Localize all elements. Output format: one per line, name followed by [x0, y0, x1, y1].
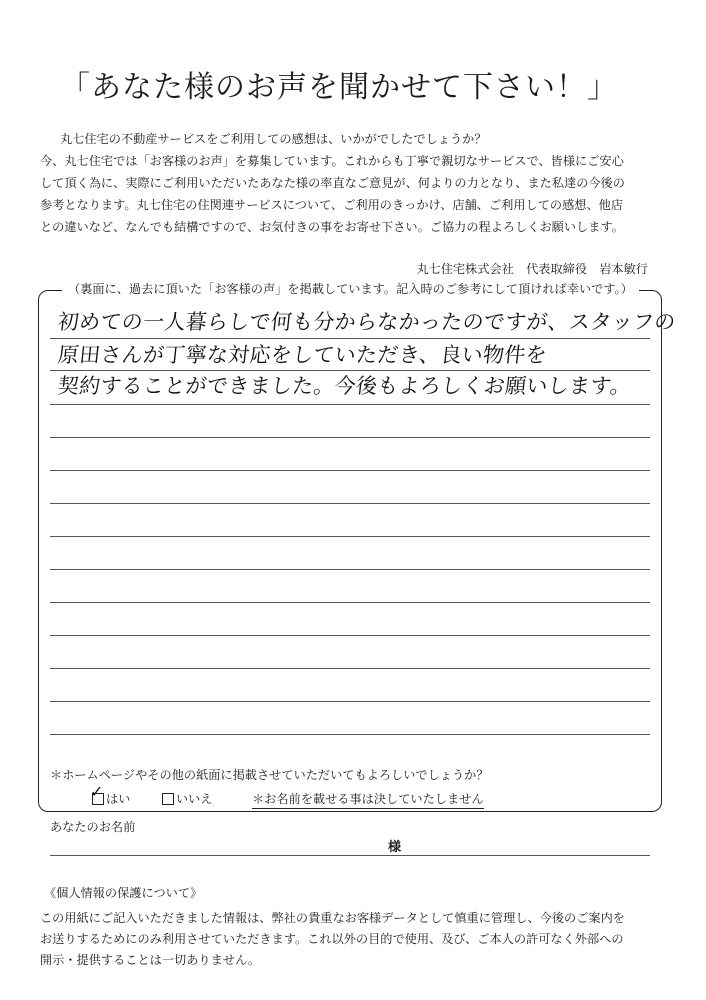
intro-line: 丸七住宅の不動産サービスをご利用しての感想は、いかがでしたでしょうか？ [60, 132, 487, 146]
no-checkbox[interactable] [162, 793, 174, 805]
handwritten-line: 初めての一人暮らしで何も分からなかったのですが、スタッフの [56, 310, 677, 334]
privacy-line: この用紙にご記入いただきました情報は、弊社の貴重なお客様データとして慎重に管理し、今後のご案内を [40, 911, 625, 925]
privacy-title: 《個人情報の保護について》 [44, 886, 203, 900]
ruled-line [50, 635, 650, 636]
name-label: あなたのお名前 [50, 820, 136, 834]
privacy-line: お送りするためにのみ利用させていただきます。これ以外の目的で使用、及び、ご本人の許可なく外部への [40, 932, 624, 946]
name-suffix: 様 [388, 840, 402, 855]
consent-question: ＊ホームページやその他の紙面に掲載させていただいてもよろしいでしょうか？ [50, 768, 489, 782]
name-privacy-note: ＊お名前を載せる事は決していたしません [252, 790, 484, 809]
no-label: いいえ [176, 792, 213, 806]
name-field-line[interactable] [50, 855, 650, 856]
ruled-line [50, 734, 650, 735]
page-title: 「あなた様のお声を聞かせて下さい！」 [60, 70, 618, 105]
intro-line: との違いなど、なんでも結構ですので、お気付きの事をお寄せ下さい。ご協力の程よろしくお願いします。 [40, 220, 624, 234]
intro-line: 参考となります。丸七住宅の住関連サービスについて、ご利用のきっかけ、店舗、ご利用しての感想、他店 [40, 198, 624, 212]
ruled-line [50, 437, 650, 438]
yes-checkbox[interactable] [90, 781, 104, 805]
ruled-line [50, 602, 650, 603]
ruled-line [50, 503, 650, 504]
handwritten-line: 原田さんが丁寧な対応をしていただき、良い物件を [56, 343, 549, 367]
ruled-line [50, 701, 650, 702]
ruled-line [50, 536, 650, 537]
checkmark-icon: ✓ [90, 781, 104, 801]
company-signer: 丸七住宅株式会社 代表取締役 岩本敏行 [416, 262, 648, 276]
ruled-line [50, 470, 650, 471]
consent-note [252, 790, 484, 809]
privacy-line: 開示・提供することは一切ありません。 [40, 953, 261, 967]
ruled-line [50, 404, 650, 405]
privacy-text [40, 908, 680, 971]
consent-no-option[interactable] [162, 790, 213, 807]
comment-box-note: （裏面に、過去に頂いた「お客様の声」を掲載しています。記入時のご参考にして頂ければ幸いです。） [62, 280, 639, 297]
yes-label: はい [106, 792, 131, 806]
intro-line: して頂く為に、実際にご利用いただいたあなた様の率直なご意見が、何よりの力となり、また私達の今後の [40, 176, 625, 190]
intro-line: 今、丸七住宅では「お客様のお声」を募集しています。これからも丁寧で親切なサービスで、皆様にご安心 [40, 154, 624, 168]
consent-yes-option[interactable] [90, 781, 131, 807]
handwritten-line: 契約することができました。今後もよろしくお願いします。 [56, 374, 633, 398]
intro-text [40, 128, 660, 238]
ruled-line [50, 668, 650, 669]
ruled-line [50, 569, 650, 570]
